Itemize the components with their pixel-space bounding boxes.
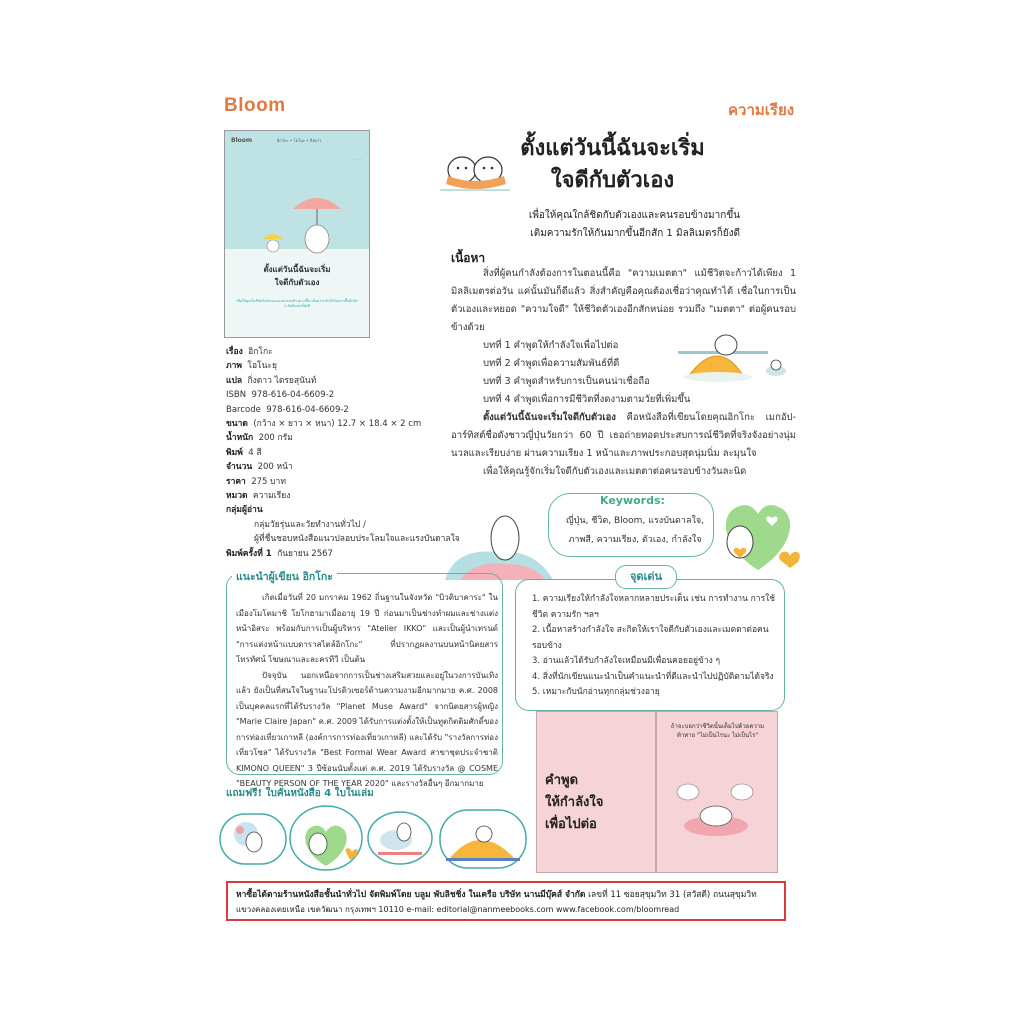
sample-right-illustration [676,778,756,842]
cover-subtitle: เพื่อให้คุณใกล้ชิดกับตัวเองและคนรอบข้างมากขึ้น เติมความรักให้กันมากขึ้นอีกสัก 1 มิลลิเมตรก็ยังดี [236,299,358,308]
spec-row [226,359,466,373]
readers-line-1: กลุ่มวัยรุ่นและวัยทำงานทั่วไป / [254,519,366,530]
spec-label: ภาพ [226,361,242,372]
content-paragraph-1: สิ่งที่ผู้คนกำลังต้องการในตอนนี้คือ "ความเมตตา" แม้ชีวิตจะก้าวได้เพียง 1 มิลลิเมตรต่อวัน แค่นั้นมันก็ดีแล้ว สิ่งสำคัญคือคุณต้องเชื่อว่าคุณทำได้ เชื่อในการเป็นตัวเองและหยอด "ความใจดี" ให้ชีวิตตัวเองอีกสักหน่อย รวมถึง "เมตตา" ต่อผู้คนรอบข้างด้วย [451,268,796,333]
footer-publisher: หาซื้อได้ตามร้านหนังสือชั้นนำทั่วไป จัดพิมพ์โดย บลูม พับลิชชิ่ง ในเครือ บริษัท นานมีบุ๊คส์ จำกัด [236,890,586,900]
cover-title [225,263,369,289]
book-title-inline: ตั้งแต่วันนี้ฉันจะเริ่มใจดีกับตัวเอง [483,412,616,423]
content-paragraph-2 [451,409,796,463]
spec-value: อิกโกะ [248,347,273,357]
keywords-heading: Keywords: [600,494,665,507]
spec-value: ความเรียง [252,491,291,502]
spec-label: พิมพ์ [226,447,243,458]
meditating-character-illustration [678,325,803,387]
spec-row [226,345,466,359]
spec-row [226,446,466,460]
small-umbrella-icon [263,234,283,239]
highlights-list [522,592,777,701]
content-paragraph-2-text: คือหนังสือที่เขียนโดยคุณอิกโกะ เมกอัป-อาร์ทิสต์ชื่อดังชาวญี่ปุ่นวัยกว่า 60 ปี เธอถ่ายทอดประสบการณ์ชีวิตที่จริงจังอย่างนุ่มนวลและเรียบง่าย ผ่านความเรียง 1 หน้าและภาพประกอบสุดนุ่มนิ่ม ละมุนใจ [451,412,796,459]
bookmark-3 [368,812,432,864]
book-cover [224,130,370,338]
sample-right-text: ถ้าจะบอกว่าชีวิตนั้นเต็มไปด้วยความท้าทาย "ไม่เป็นไรนะ ไม่เป็นไร" [670,723,765,739]
chapter-item: บทที่ 4 คำพูดเพื่อการมีชีวิตที่งดงามตามวัยที่เพิ่มขึ้น [483,394,691,405]
sample-chapter-title [545,770,603,836]
category-label: ความเรียง [728,101,795,119]
spec-row [226,403,466,417]
spec-value: (กว้าง × ยาว × หนา) 12.7 × 18.4 × 2 cm [253,419,422,430]
readers-line-2: ผู้ที่ชื่นชอบหนังสือแนวปลอบประโลมใจและแรงบันดาลใจ [254,534,460,545]
spec-value: 275 บาท [251,476,286,487]
footer-address-1: เลขที่ 11 ซอยสุขุมวิท 31 (สวัสดี) ถนนสุขุมวิท [585,890,757,900]
bookmark-2 [290,806,362,870]
spec-row [226,460,466,474]
sample-line-3: เพื่อไปต่อ [545,817,597,832]
spec-label: แปล [226,375,243,386]
highlight-item: 2. เนื้อหาสร้างกำลังใจ สะกิดให้เราใจดีกับตัวเองและเมตตาต่อคนรอบข้าง [532,625,769,651]
spec-value: 4 สี [248,447,262,458]
spec-value: 200 หน้า [257,462,293,473]
book-specs [226,345,466,561]
spec-label: เรื่อง [226,347,243,357]
sample-line-1: คำพูด [545,773,579,788]
umbrella-icon [293,198,341,209]
bookmark-samples [218,800,530,878]
heart-character-illustration [710,490,806,576]
spec-label: ISBN [226,390,247,401]
character-icon [305,225,329,253]
keywords-list [560,512,710,550]
first-print-row [226,547,466,561]
svg-text:· · ·: · · · [353,157,361,163]
spec-label: หมวด [226,491,248,502]
bookmark-4 [440,810,526,868]
spec-row [226,417,466,431]
highlight-item: 1. ความเรียงให้กำลังใจหลากหลายประเด็น เช่น การทำงาน การใช้ชีวิต ความรัก ฯลฯ [532,594,776,620]
spec-label: น้ำหนัก [226,433,254,444]
first-print-value: กันยายน 2567 [277,548,333,559]
spec-row [226,431,466,445]
highlight-item: 5. เหมาะกับนักอ่านทุกกลุ่มช่วงอายุ [532,687,660,697]
spec-row [226,475,466,489]
footer-box [226,881,786,921]
footer-line-2: แขวงคลองเตยเหนือ เขตวัฒนา กรุงเทพฯ 10110 e-mail: editorial@nanmeebooks.com www.facebook.com/bloomread [236,905,680,914]
tagline-line-2: เติมความรักให้กันมากขึ้นอีกสัก 1 มิลลิเมตรก็ยังดี [530,228,740,239]
spec-value: โอโนะยุ [247,361,277,372]
cover-title-line1: ตั้งแต่วันนี้ฉันจะเริ่ม [263,265,331,274]
spec-value: กิ่งดาว ไตรยสุนันท์ [247,375,317,386]
chapter-item: บทที่ 2 คำพูดเพื่อความสัมพันธ์ที่ดี [483,358,620,369]
author-heading: แนะนำผู้เขียน อิกโกะ [232,568,337,585]
spec-value: 978-616-04-6609-2 [266,404,349,415]
cover-meta: อิกโกะ • โอโนะ • กิ่งดาว [277,138,322,143]
bookmark-1 [220,814,286,864]
content-paragraph-3: เพื่อให้คุณรู้จักเริ่มใจดีกับตัวเองและเมตตาต่อคนรอบข้างวันละนิด [483,466,747,477]
cover-title-line2: ใจดีกับตัวเอง [274,278,320,287]
author-bio [236,590,498,792]
spec-label: จำนวน [226,462,253,473]
character-on-rock-illustration [445,508,555,580]
spec-row [226,374,466,388]
keywords-line-2: ภาพสี, ความเรียง, ตัวเอง, กำลังใจ [568,535,702,545]
tagline-line-1: เพื่อให้คุณใกล้ชิดกับตัวเองและคนรอบข้างมากขึ้น [528,210,740,221]
sample-line-2: ให้กำลังใจ [545,795,604,810]
content-heading: เนื้อหา [451,251,486,265]
spec-label: ราคา [226,476,246,487]
cover-illustration [225,131,369,261]
spec-row [226,503,466,517]
book-title [505,133,720,197]
spec-label: กลุ่มผู้อ่าน [226,505,263,516]
spec-label: ขนาด [226,419,248,430]
title-line-1: ตั้งแต่วันนี้ฉันจะเริ่ม [520,136,705,161]
chapter-item: บทที่ 1 คำพูดให้กำลังใจเพื่อไปต่อ [483,340,619,351]
spec-row [226,388,466,402]
title-line-2: ใจดีกับตัวเอง [550,168,675,193]
spec-value: 200 กรัม [258,433,293,444]
chapter-item: บทที่ 3 คำพูดสำหรับการเป็นคนน่าเชื่อถือ [483,376,650,387]
spec-label: Barcode [226,404,261,415]
spec-value: 978-616-04-6609-2 [251,390,335,401]
spec-row [226,489,466,503]
first-print-label: พิมพ์ครั้งที่ 1 [226,548,272,559]
highlight-item: 4. สิ่งที่นักเขียนแนะนำเป็นคำแนะนำที่ดีและนำไปปฏิบัติตามได้จริง [532,671,774,682]
scarf-characters-illustration [440,150,512,198]
logo-text: Bloom [224,95,286,116]
highlight-item: 3. อ่านแล้วได้รับกำลังใจเหมือนมีเพื่อนคอยอยู่ข้าง ๆ [532,656,721,666]
footer-line-1 [236,887,757,901]
bloom-logo [224,95,286,117]
tagline [480,207,740,243]
cover-logo: Bloom [231,137,253,144]
highlights-heading: จุดเด่น [615,565,677,589]
free-gift-label: แถมฟรี! ใบคั่นหนังสือ 4 ใบในเล่ม [226,788,374,799]
author-paragraph-1: เกิดเมื่อวันที่ 20 มกราคม 1962 ถิ่นฐานในจังหวัด "บิวติบาคาระ" ในเมืองโมโตมาชิ โยโกฮามาเมื่ออายุ 19 ปี ก่อนมาเป็นช่างทำผมและช่างแต่งหน้าอิสระ พร้อมกับการเป็นผู้บริหาร "Atelier IKKO" และเป็นผู้นำเทรนด์ "การแต่งหน้าแบบดาราสไตล์อิกโกะ" ที่ปรากฏผลงานบนหน้านิตยสาร โทรทัศน์ โฆษณาและละครทีวี เป็นต้น [236,593,498,664]
author-paragraph-2: ปัจจุบัน นอกเหนือจากการเป็นช่างเสริมสวยและอยู่ในวงการบันเทิงแล้ว ยังเป็นที่สนใจในฐานะโปรดิวเซอร์ด้านความงามอีกมากมาย ค.ศ. 2008 เป็นบุคคลแรกที่ได้รับรางวัล "Planet Muse Award" จากนิตยสารผู้หญิง "Marie Claire Japan" ค.ศ. 2009 ได้รับการแต่งตั้งให้เป็นทูตกิตติมศักดิ์ของการท่องเที่ยวเกาหลี (องค์การการท่องเที่ยวเกาหลี) และได้รับ "รางวัลการท่องเที่ยวโซล" ได้รับรางวัล "Best Formal Wear Award สาขาชุดประจำชาติ KIMONO QUEEN" 3 ปีซ้อนนับตั้งแต่ ค.ศ. 2019 ได้รับรางวัล @ COSME "BEAUTY PERSON OF THE YEAR 2020" และรางวัลอื่นๆ อีกมากมาย [236,670,499,788]
keywords-line-1: ญี่ปุ่น, ชีวิต, Bloom, แรงบันดาลใจ, [566,516,704,526]
